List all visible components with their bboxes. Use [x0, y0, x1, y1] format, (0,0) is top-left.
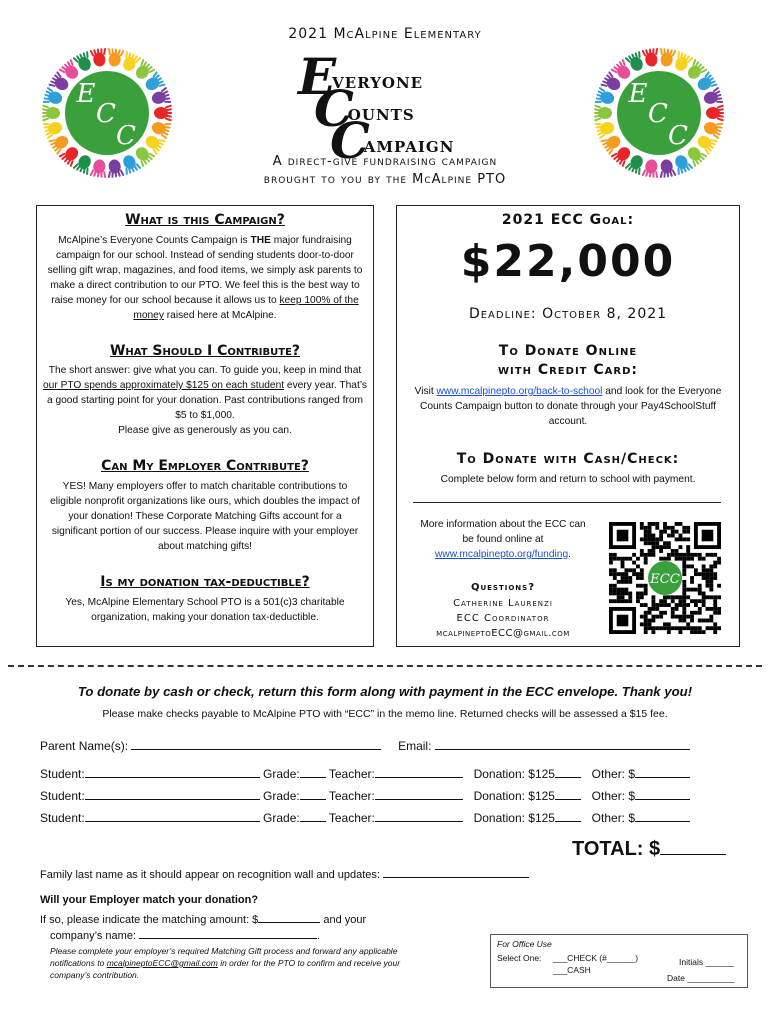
funding-link[interactable]: www.mcalpinepto.org/funding: [435, 549, 569, 560]
family-row: Family last name as it should appear on recognition wall and updates:: [40, 866, 529, 881]
logo-letter: C: [96, 99, 116, 129]
deadline: Deadline: October 8, 2021: [468, 306, 668, 322]
office-check-option: ___CHECK (#______): [553, 953, 639, 963]
what-heading: What is this Campaign?: [125, 212, 285, 228]
qr-code[interactable]: [609, 522, 721, 634]
divider: [413, 502, 721, 503]
parent-name-field[interactable]: [131, 738, 381, 750]
title-word-counts: Counts: [314, 79, 415, 138]
office-date: Date __________: [667, 973, 735, 983]
other-amount-field[interactable]: [635, 810, 690, 822]
back-to-school-link[interactable]: www.mcalpinepto.org/back-to-school: [436, 386, 603, 397]
other-amount-field[interactable]: [635, 766, 690, 778]
donation-field[interactable]: [555, 810, 581, 822]
cash-heading: To Donate with Cash/Check:: [456, 451, 680, 467]
teacher-field[interactable]: [375, 810, 463, 822]
matching-amount-field[interactable]: [258, 911, 320, 923]
contribute-heading: What Should I Contribute?: [109, 343, 301, 359]
logo-letter: C: [648, 99, 668, 129]
online-heading-2: with Credit Card:: [498, 362, 638, 378]
hand-print: [154, 104, 172, 121]
teacher-field[interactable]: [375, 788, 463, 800]
total-row: TOTAL: $: [572, 836, 726, 861]
hand-print: [706, 104, 724, 121]
title-word-campaign: Campaign: [330, 111, 455, 170]
hand-print: [657, 47, 676, 67]
subtitle-line-1: A direct-give fundraising campaign: [272, 154, 498, 169]
company-row: company’s name: .: [50, 927, 320, 942]
employer-paragraph: YES! Many employers offer to match charitable contributions to eligible nonprofit organizations like ours, which doubles the impact of your donation! These Corporate Matching Gifts account for a significant portion of our success. Please inquire with your employer about matching gifts!: [50, 481, 360, 552]
parent-row: Parent Name(s): Email:: [40, 738, 690, 753]
student-row: Student: Grade: Teacher: Donation: $125 Other: $: [40, 766, 690, 781]
hand-print: [89, 47, 108, 67]
subtitle-line-2: brought to you by the McAlpine PTO: [263, 172, 507, 187]
employer-amount-row: If so, please indicate the matching amount: $ and your: [40, 911, 366, 926]
checks-note: Please make checks payable to McAlpine PTO with “ECC” in the memo line. Returned checks will be assessed a $15 fee.: [102, 708, 668, 720]
employer-heading: Can My Employer Contribute?: [101, 458, 309, 474]
contact-email[interactable]: mcalpineptoECC@gmail.com: [436, 628, 570, 639]
school-line: 2021 McAlpine Elementary: [288, 26, 482, 42]
contact-role: ECC Coordinator: [456, 613, 550, 624]
questions-label: Questions?: [470, 582, 536, 593]
logo-letter: E: [628, 79, 648, 109]
grade-field[interactable]: [300, 766, 326, 778]
office-cash-option: ___CASH: [553, 965, 591, 975]
logo-letter: C: [116, 121, 136, 151]
hand-print: [641, 47, 660, 67]
total-field[interactable]: [660, 836, 726, 855]
tax-heading: Is my donation tax-deductible?: [100, 574, 310, 590]
matching-email[interactable]: mcalpineptoECC@gmail.com: [106, 958, 218, 968]
info-box-left: [36, 205, 374, 647]
hand-print: [594, 104, 612, 121]
email-field[interactable]: [435, 738, 690, 750]
family-name-field[interactable]: [383, 866, 529, 878]
logo-letter: E: [76, 79, 96, 109]
contact-name: Catherine Laurenzi: [453, 598, 553, 609]
hand-print: [105, 47, 124, 67]
cut-line: [8, 665, 762, 667]
student-name-field[interactable]: [85, 766, 260, 778]
donation-field[interactable]: [555, 766, 581, 778]
form-instruction: To donate by cash or check, return this form along with payment in the ECC envelope. Thank you!: [77, 684, 693, 699]
title-word-everyone: Everyone: [298, 47, 424, 106]
office-initials: Initials ______: [679, 957, 734, 967]
office-use-box: [490, 934, 748, 988]
contribute-paragraph: The short answer: give what you can. To guide you, keep in mind that our PTO spends approximately $125 on each student every year. That’s a good starting point for your donation. Past contributions ranged from $5 to $1,000. Please give as generously as you can.: [43, 365, 367, 436]
hand-print: [42, 104, 60, 121]
tax-paragraph: Yes, McAlpine Elementary School PTO is a 501(c)3 charitable organization, making your donation tax-deductible.: [65, 597, 345, 623]
logo-letter: C: [668, 121, 688, 151]
cash-paragraph: Complete below form and return to school with payment.: [440, 474, 696, 485]
donation-field[interactable]: [555, 788, 581, 800]
student-row: Student: Grade: Teacher: Donation: $125 Other: $: [40, 810, 690, 825]
grade-field[interactable]: [300, 810, 326, 822]
what-paragraph: McAlpine’s Everyone Counts Campaign is THE major fundraising campaign for our school. Instead of sending students door-to-door selling gift wrap, magazines, and food items, we simply ask parents to make a direct contribution to our PTO. We feel this is the best way to raise money for our school because it allows us to keep 100% of the money raised here at McAlpine.: [47, 235, 363, 321]
more-info-paragraph: More information about the ECC can be found online at www.mcalpinepto.org/funding.: [420, 519, 586, 560]
grade-field[interactable]: [300, 788, 326, 800]
student-row: Student: Grade: Teacher: Donation: $125 Other: $: [40, 788, 690, 803]
company-name-field[interactable]: [139, 927, 317, 939]
online-heading-1: To Donate Online: [498, 343, 638, 359]
goal-amount: $22,000: [460, 236, 676, 287]
goal-heading: 2021 ECC Goal:: [501, 212, 635, 228]
office-select: Select One:: [497, 953, 542, 963]
other-amount-field[interactable]: [635, 788, 690, 800]
online-paragraph: Visit www.mcalpinepto.org/back-to-school and look for the Everyone Counts Campaign button to donate through your Pay4SchoolStuff account.: [414, 386, 722, 427]
student-name-field[interactable]: [85, 810, 260, 822]
office-title: For Office Use: [497, 939, 552, 949]
student-name-field[interactable]: [85, 788, 260, 800]
employer-question: Will your Employer match your donation?: [40, 894, 259, 906]
info-box-right: [396, 205, 740, 647]
teacher-field[interactable]: [375, 766, 463, 778]
qr-logo-text: ECC: [650, 572, 680, 588]
matching-note: Please complete your employer’s required Matching Gift process and forward any applicable notifications to mcalpineptoECC@gmail.com in order for the PTO to confirm and receive your company’s contribution.: [50, 946, 401, 980]
